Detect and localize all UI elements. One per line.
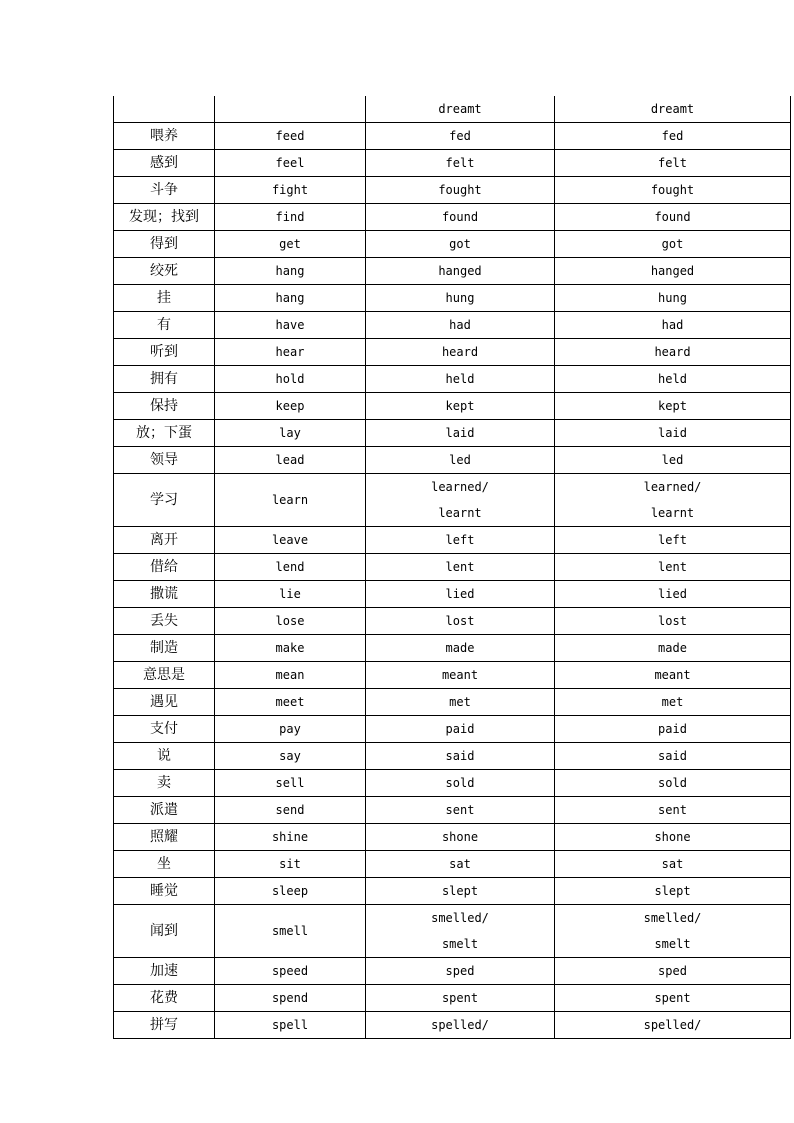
past-tense-cell xyxy=(366,312,555,339)
past-tense-text: hanged xyxy=(438,264,482,278)
past-tense-cell xyxy=(366,1012,555,1039)
base-form-cell: sell xyxy=(215,770,366,797)
chinese-meaning-cell: 得到 xyxy=(114,231,215,258)
table-row xyxy=(114,258,791,285)
past-participle-cell xyxy=(555,123,791,150)
chinese-meaning-cell: 支付 xyxy=(114,716,215,743)
past-participle-cell xyxy=(555,150,791,177)
past-tense-cell xyxy=(366,770,555,797)
past-participle-cell xyxy=(555,258,791,285)
past-tense-cell xyxy=(366,339,555,366)
base-form-cell: spend xyxy=(215,985,366,1012)
past-participle-text: paid xyxy=(658,722,687,736)
base-form-cell: say xyxy=(215,743,366,770)
table-row xyxy=(114,339,791,366)
past-tense-text: fought xyxy=(438,183,482,197)
past-participle-cell xyxy=(555,878,791,905)
table-row xyxy=(114,527,791,554)
past-tense-cell xyxy=(366,797,555,824)
base-form-cell: lose xyxy=(215,608,366,635)
past-tense-text: heard xyxy=(441,345,479,359)
past-participle-text: left xyxy=(658,533,687,547)
past-participle-cell xyxy=(555,743,791,770)
chinese-meaning-cell: 借给 xyxy=(114,554,215,581)
past-participle-cell xyxy=(555,770,791,797)
table-row xyxy=(114,177,791,204)
past-participle-cell xyxy=(555,96,791,123)
past-participle-cell xyxy=(555,689,791,716)
chinese-meaning-cell: 斗争 xyxy=(114,177,215,204)
past-participle-cell xyxy=(555,420,791,447)
past-participle-text: fought xyxy=(650,183,695,197)
past-participle-cell xyxy=(555,1012,791,1039)
past-tense-cell xyxy=(366,581,555,608)
table-row xyxy=(114,635,791,662)
past-participle-text: sped xyxy=(658,964,687,978)
past-participle-text: spent xyxy=(654,991,691,1005)
past-tense-text: smelt xyxy=(441,937,479,951)
past-participle-cell xyxy=(555,635,791,662)
past-participle-cell xyxy=(555,716,791,743)
base-form-cell: lead xyxy=(215,447,366,474)
past-participle-text: met xyxy=(661,695,684,709)
chinese-meaning-cell: 意思是 xyxy=(114,662,215,689)
past-participle-text: spelled/ xyxy=(643,1018,702,1032)
past-tense-cell xyxy=(366,635,555,662)
base-form-cell: feel xyxy=(215,150,366,177)
past-participle-cell xyxy=(555,474,791,527)
past-participle-cell xyxy=(555,231,791,258)
past-tense-text: had xyxy=(449,318,471,332)
table-row xyxy=(114,985,791,1012)
past-tense-cell xyxy=(366,150,555,177)
past-participle-cell xyxy=(555,797,791,824)
table-row xyxy=(114,689,791,716)
chinese-meaning-cell: 遇见 xyxy=(114,689,215,716)
base-form-cell: keep xyxy=(215,393,366,420)
table-row xyxy=(114,851,791,878)
past-tense-cell xyxy=(366,527,555,554)
base-form-cell: smell xyxy=(215,905,366,958)
past-participle-cell xyxy=(555,204,791,231)
chinese-meaning-cell: 有 xyxy=(114,312,215,339)
past-tense-text: sent xyxy=(445,803,475,817)
chinese-meaning-cell: 拼写 xyxy=(114,1012,215,1039)
base-form-cell: lend xyxy=(215,554,366,581)
past-participle-text: fed xyxy=(661,129,684,143)
past-tense-cell xyxy=(366,258,555,285)
past-tense-cell xyxy=(366,474,555,527)
chinese-meaning-cell xyxy=(114,96,215,123)
past-tense-cell xyxy=(366,608,555,635)
table-row xyxy=(114,393,791,420)
past-tense-text: said xyxy=(445,749,475,763)
table-row xyxy=(114,581,791,608)
past-participle-text: meant xyxy=(654,668,691,682)
past-participle-text: laid xyxy=(658,426,687,440)
base-form-cell: meet xyxy=(215,689,366,716)
past-tense-text: paid xyxy=(445,722,475,736)
past-participle-cell xyxy=(555,312,791,339)
past-participle-text: smelled/ xyxy=(643,911,702,925)
past-participle-cell xyxy=(555,985,791,1012)
past-tense-cell xyxy=(366,420,555,447)
past-participle-text: lied xyxy=(658,587,687,601)
table-row xyxy=(114,474,791,527)
past-tense-cell xyxy=(366,366,555,393)
past-tense-cell xyxy=(366,177,555,204)
chinese-meaning-cell: 卖 xyxy=(114,770,215,797)
base-form-cell: learn xyxy=(215,474,366,527)
chinese-meaning-cell: 发现；找到 xyxy=(114,204,215,231)
past-tense-text: made xyxy=(445,641,475,655)
past-participle-cell xyxy=(555,958,791,985)
past-tense-text: hung xyxy=(445,291,475,305)
past-participle-text: led xyxy=(661,453,684,467)
base-form-cell: lay xyxy=(215,420,366,447)
table-row xyxy=(114,123,791,150)
past-participle-text: made xyxy=(658,641,687,655)
past-tense-text: led xyxy=(449,453,471,467)
base-form-cell: shine xyxy=(215,824,366,851)
chinese-meaning-cell: 放；下蛋 xyxy=(114,420,215,447)
past-participle-text: held xyxy=(658,372,687,386)
table-row xyxy=(114,231,791,258)
past-tense-cell xyxy=(366,689,555,716)
past-tense-text: spelled/ xyxy=(431,1018,489,1032)
chinese-meaning-cell: 拥有 xyxy=(114,366,215,393)
past-tense-cell xyxy=(366,123,555,150)
table-row xyxy=(114,447,791,474)
table-row xyxy=(114,743,791,770)
chinese-meaning-cell: 丢失 xyxy=(114,608,215,635)
chinese-meaning-cell: 听到 xyxy=(114,339,215,366)
base-form-cell: find xyxy=(215,204,366,231)
past-tense-text: spent xyxy=(441,991,479,1005)
base-form-cell: leave xyxy=(215,527,366,554)
base-form-cell: have xyxy=(215,312,366,339)
chinese-meaning-cell: 坐 xyxy=(114,851,215,878)
past-tense-cell xyxy=(366,878,555,905)
table-row xyxy=(114,878,791,905)
past-participle-text: learnt xyxy=(650,506,695,520)
chinese-meaning-cell: 花费 xyxy=(114,985,215,1012)
base-form-cell: spell xyxy=(215,1012,366,1039)
chinese-meaning-cell: 加速 xyxy=(114,958,215,985)
chinese-meaning-cell: 绞死 xyxy=(114,258,215,285)
past-participle-cell xyxy=(555,905,791,958)
past-tense-text: fed xyxy=(449,129,471,143)
table-row xyxy=(114,608,791,635)
past-tense-cell xyxy=(366,824,555,851)
verb-table-body xyxy=(114,96,791,1039)
past-participle-text: said xyxy=(658,749,687,763)
chinese-meaning-cell: 撒谎 xyxy=(114,581,215,608)
base-form-cell: hear xyxy=(215,339,366,366)
past-tense-cell xyxy=(366,662,555,689)
past-participle-cell xyxy=(555,662,791,689)
past-tense-text: met xyxy=(449,695,471,709)
past-participle-cell xyxy=(555,851,791,878)
past-participle-text: felt xyxy=(658,156,687,170)
past-tense-text: got xyxy=(449,237,471,251)
table-row xyxy=(114,905,791,958)
base-form-cell: hang xyxy=(215,258,366,285)
past-tense-text: learnt xyxy=(438,506,482,520)
base-form-cell: feed xyxy=(215,123,366,150)
base-form-cell: speed xyxy=(215,958,366,985)
past-participle-text: heard xyxy=(654,345,691,359)
table-row xyxy=(114,150,791,177)
past-tense-cell xyxy=(366,393,555,420)
past-tense-text: sat xyxy=(449,857,471,871)
chinese-meaning-cell: 派遣 xyxy=(114,797,215,824)
base-form-cell: sleep xyxy=(215,878,366,905)
table-row xyxy=(114,716,791,743)
past-participle-text: learned/ xyxy=(643,480,702,494)
base-form-cell: get xyxy=(215,231,366,258)
past-participle-cell xyxy=(555,527,791,554)
past-tense-text: lost xyxy=(445,614,475,628)
table-row xyxy=(114,770,791,797)
past-tense-text: shone xyxy=(441,830,479,844)
table-row xyxy=(114,554,791,581)
base-form-cell: make xyxy=(215,635,366,662)
past-participle-cell xyxy=(555,393,791,420)
past-tense-text: sped xyxy=(445,964,475,978)
table-row xyxy=(114,420,791,447)
past-tense-cell xyxy=(366,958,555,985)
past-tense-text: kept xyxy=(445,399,475,413)
past-participle-text: got xyxy=(661,237,684,251)
past-participle-text: kept xyxy=(658,399,687,413)
past-participle-text: sat xyxy=(661,857,684,871)
table-row xyxy=(114,366,791,393)
base-form-cell: hold xyxy=(215,366,366,393)
past-participle-cell xyxy=(555,285,791,312)
past-tense-cell xyxy=(366,851,555,878)
past-tense-cell xyxy=(366,231,555,258)
past-tense-text: left xyxy=(445,533,475,547)
chinese-meaning-cell: 感到 xyxy=(114,150,215,177)
past-tense-cell xyxy=(366,285,555,312)
table-row xyxy=(114,824,791,851)
past-tense-cell xyxy=(366,985,555,1012)
past-tense-text: held xyxy=(445,372,475,386)
table-row xyxy=(114,958,791,985)
past-tense-text: felt xyxy=(445,156,475,170)
past-participle-cell xyxy=(555,554,791,581)
past-participle-cell xyxy=(555,581,791,608)
chinese-meaning-cell: 制造 xyxy=(114,635,215,662)
past-participle-cell xyxy=(555,339,791,366)
past-participle-cell xyxy=(555,447,791,474)
past-participle-text: sent xyxy=(658,803,687,817)
chinese-meaning-cell: 离开 xyxy=(114,527,215,554)
table-row xyxy=(114,204,791,231)
past-participle-cell xyxy=(555,608,791,635)
past-tense-cell xyxy=(366,716,555,743)
past-tense-cell xyxy=(366,905,555,958)
base-form-cell: hang xyxy=(215,285,366,312)
chinese-meaning-cell: 保持 xyxy=(114,393,215,420)
chinese-meaning-cell: 睡觉 xyxy=(114,878,215,905)
past-participle-text: sold xyxy=(658,776,687,790)
past-participle-text: hung xyxy=(658,291,687,305)
base-form-cell: lie xyxy=(215,581,366,608)
past-participle-text: hanged xyxy=(650,264,695,278)
table-row xyxy=(114,96,791,123)
past-tense-text: slept xyxy=(441,884,479,898)
table-row xyxy=(114,285,791,312)
past-participle-text: slept xyxy=(654,884,691,898)
base-form-cell: send xyxy=(215,797,366,824)
table-row xyxy=(114,312,791,339)
chinese-meaning-cell: 领导 xyxy=(114,447,215,474)
past-participle-cell xyxy=(555,366,791,393)
past-participle-text: shone xyxy=(654,830,691,844)
past-tense-cell xyxy=(366,204,555,231)
past-tense-text: laid xyxy=(445,426,475,440)
past-tense-text: smelled/ xyxy=(431,911,489,925)
past-tense-text: found xyxy=(441,210,479,224)
verb-table xyxy=(113,96,791,1039)
past-participle-text: smelt xyxy=(654,937,691,951)
base-form-cell: mean xyxy=(215,662,366,689)
table-row xyxy=(114,1012,791,1039)
past-tense-text: sold xyxy=(445,776,475,790)
past-participle-text: found xyxy=(654,210,691,224)
past-participle-cell xyxy=(555,177,791,204)
chinese-meaning-cell: 挂 xyxy=(114,285,215,312)
past-tense-cell xyxy=(366,96,555,123)
past-tense-text: lied xyxy=(445,587,475,601)
past-tense-cell xyxy=(366,743,555,770)
chinese-meaning-cell: 照耀 xyxy=(114,824,215,851)
past-participle-text: lost xyxy=(658,614,687,628)
past-participle-text: dreamt xyxy=(650,102,695,116)
base-form-cell: pay xyxy=(215,716,366,743)
past-tense-text: lent xyxy=(445,560,475,574)
past-participle-text: lent xyxy=(658,560,687,574)
past-tense-cell xyxy=(366,554,555,581)
base-form-cell xyxy=(215,96,366,123)
base-form-cell: sit xyxy=(215,851,366,878)
base-form-cell: fight xyxy=(215,177,366,204)
chinese-meaning-cell: 闻到 xyxy=(114,905,215,958)
chinese-meaning-cell: 喂养 xyxy=(114,123,215,150)
table-row xyxy=(114,797,791,824)
past-tense-text: learned/ xyxy=(431,480,489,494)
past-tense-text: dreamt xyxy=(438,102,482,116)
past-tense-text: meant xyxy=(441,668,479,682)
chinese-meaning-cell: 学习 xyxy=(114,474,215,527)
past-participle-text: had xyxy=(661,318,684,332)
table-row xyxy=(114,662,791,689)
past-tense-cell xyxy=(366,447,555,474)
past-participle-cell xyxy=(555,824,791,851)
chinese-meaning-cell: 说 xyxy=(114,743,215,770)
